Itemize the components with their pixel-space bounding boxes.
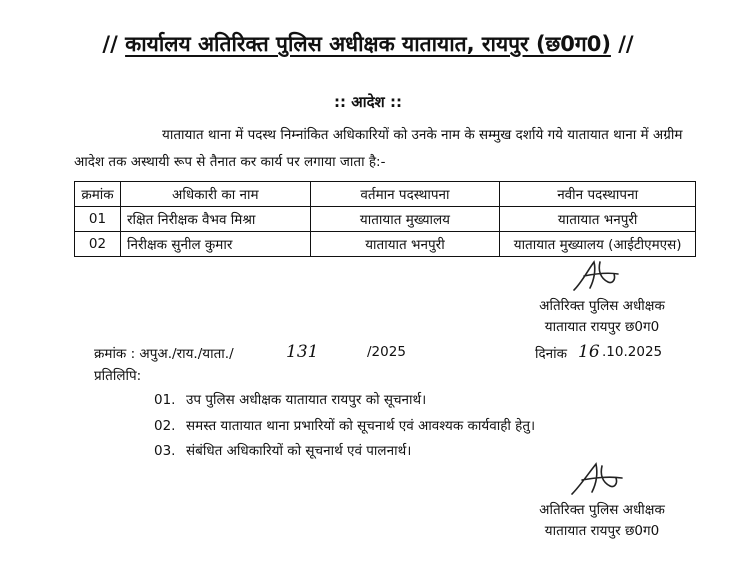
signature-block-1 [522, 296, 682, 338]
table-row [75, 207, 696, 232]
row-officer-name: रक्षित निरीक्षक वैभव मिश्रा [120, 207, 310, 232]
header-new-posting: नवीन पदस्थापना [500, 182, 696, 207]
signature-1-designation: अतिरिक्त पुलिस अधीक्षक [539, 298, 665, 314]
copy-item [154, 441, 411, 459]
order-heading: :: आदेश :: [334, 93, 402, 111]
title-prefix: // [102, 32, 118, 56]
row-serial: 02 [75, 232, 121, 257]
header-serial: क्रमांक [75, 182, 121, 207]
table-row [75, 232, 696, 257]
signature-2-designation: अतिरिक्त पुलिस अधीक्षक [539, 502, 665, 518]
date-day: 16 [578, 342, 600, 362]
row-serial: 01 [75, 207, 121, 232]
row-new-posting: यातायात भनपुरी [500, 207, 696, 232]
reference-line [94, 344, 234, 362]
table-header-row [75, 182, 696, 207]
signature-2-office: यातायात रायपुर छ0ग0 [544, 523, 660, 539]
copy-item-text: संबंधित अधिकारियों को सूचनार्थ एवं पालनार्थ। [186, 443, 412, 459]
order-body-text: यातायात थाना में पदस्थ निम्नांकित अधिकारियों को उनके नाम के सम्मुख दर्शाये गये यातायात थाना में अग्रीम आदेश तक अस्थायी रूप से तैनात कर कार्य पर लगाया जाता है:- [74, 127, 683, 170]
copy-item-text: उप पुलिस अधीक्षक यातायात रायपुर को सूचनार्थ। [186, 392, 427, 408]
copy-label: प्रतिलिपि: [94, 368, 142, 384]
row-current-posting: यातायात मुख्यालय [310, 207, 500, 232]
title-text: कार्यालय अतिरिक्त पुलिस अधीक्षक यातायात, रायपुर (छ0ग0) [125, 32, 611, 56]
copy-item-number: 03. [154, 443, 176, 459]
signature-scribble-2 [566, 458, 628, 500]
signature-1-office: यातायात रायपुर छ0ग0 [544, 319, 660, 335]
header-officer-name: अधिकारी का नाम [120, 182, 310, 207]
title-suffix: // [618, 32, 634, 56]
row-new-posting: यातायात मुख्यालय (आईटीएमएस) [500, 232, 696, 257]
copy-item-number: 01. [154, 392, 176, 408]
signature-scribble-1 [566, 256, 626, 296]
copy-item [154, 416, 535, 434]
copy-item [154, 390, 426, 408]
reference-year: /2025 [367, 344, 406, 360]
officers-table [74, 181, 696, 257]
row-officer-name: निरीक्षक सुनील कुमार [120, 232, 310, 257]
header-current-posting: वर्तमान पदस्थापना [310, 182, 500, 207]
copy-item-number: 02. [154, 418, 176, 434]
date-label: दिनांक [535, 346, 568, 362]
copy-item-text: समस्त यातायात थाना प्रभारियों को सूचनार्थ एवं आवश्यक कार्यवाही हेतु। [186, 418, 536, 434]
order-body [74, 122, 694, 176]
signature-block-2 [520, 500, 684, 542]
date-rest: .10.2025 [602, 344, 663, 360]
reference-number: 131 [286, 342, 319, 362]
office-title [0, 30, 736, 58]
row-current-posting: यातायात भनपुरी [310, 232, 500, 257]
reference-prefix: क्रमांक : अपुअ./राय./याता./ [94, 346, 234, 362]
